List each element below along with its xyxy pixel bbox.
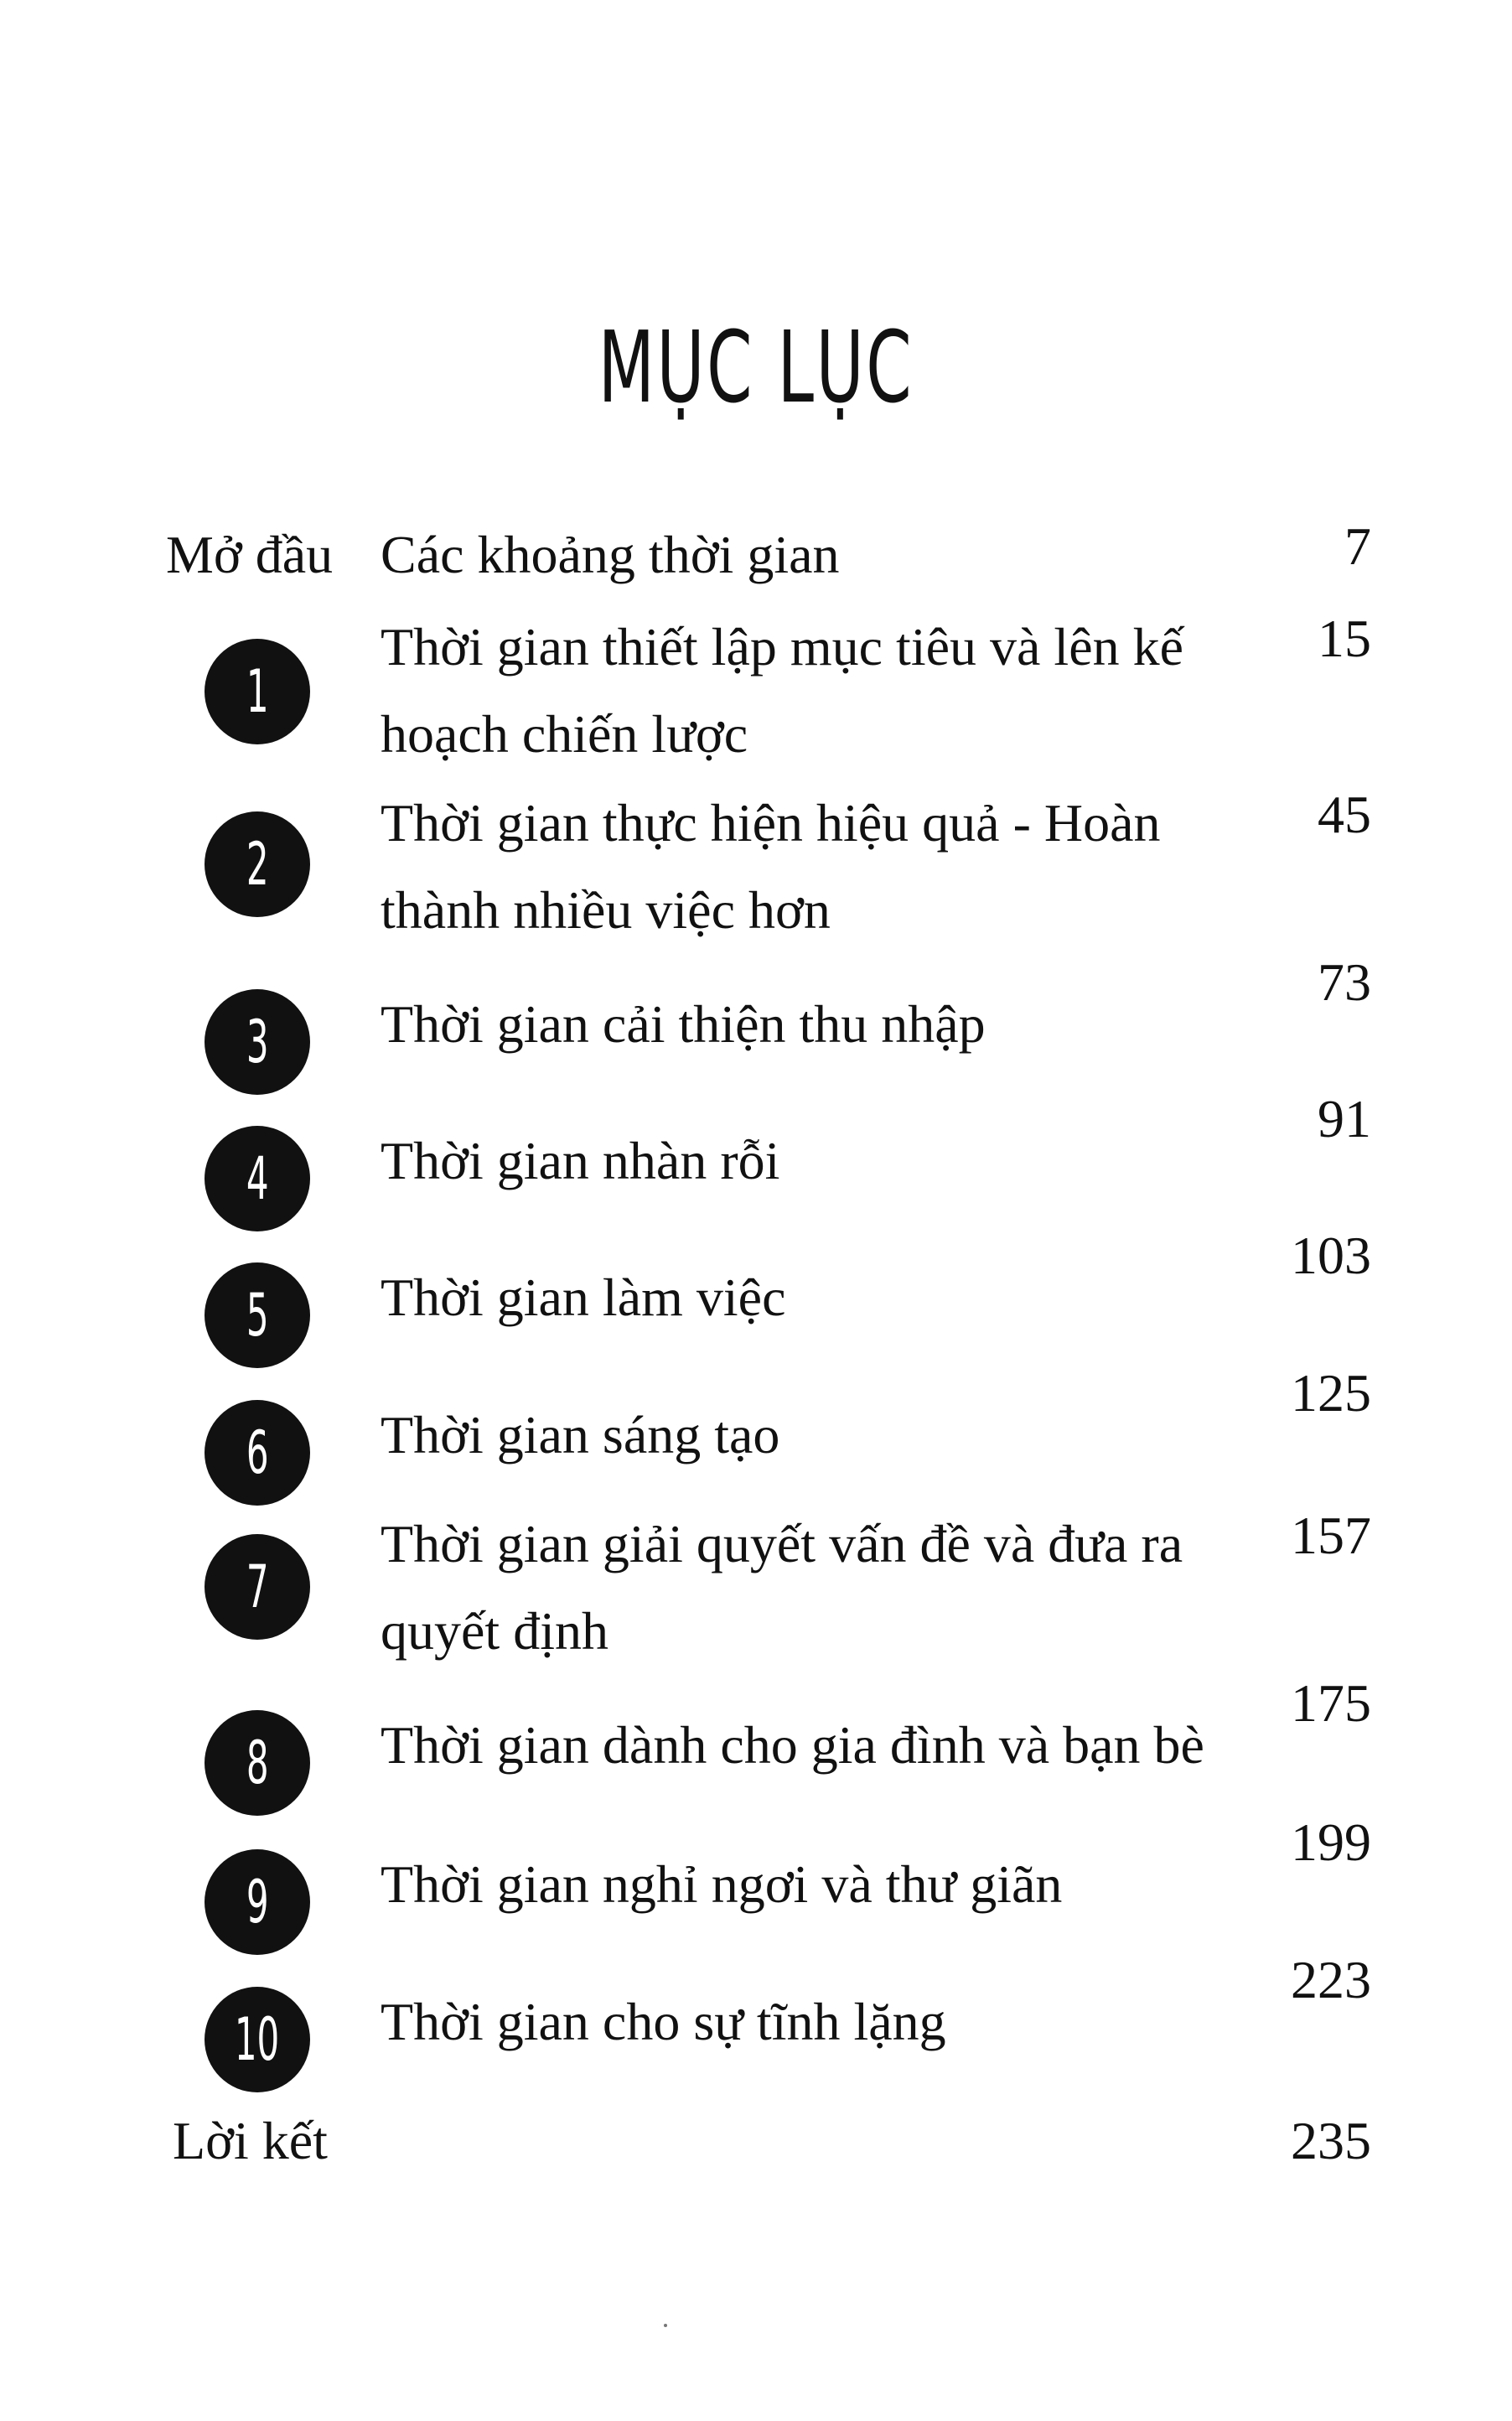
chapter-page-number: 45: [1318, 785, 1371, 844]
chapter-number-badge: 10: [205, 1987, 310, 2092]
print-speck: [664, 2324, 667, 2327]
chapter-title: Thời gian sáng tạo: [381, 1405, 780, 1465]
chapter-number-badge: 3: [205, 989, 310, 1095]
chapter-page-number: 157: [1291, 1506, 1371, 1565]
chapter-title: Thời gian dành cho gia đình và bạn bè: [381, 1715, 1204, 1775]
chapter-page-number: 15: [1318, 609, 1371, 668]
intro-title: Các khoảng thời gian: [381, 525, 840, 584]
intro-label: Mở đầu: [166, 525, 334, 584]
chapter-title: Thời gian thiết lập mục tiêu và lên kế hoạch chiến lược: [381, 617, 1183, 764]
chapter-number-badge: 7: [205, 1534, 310, 1640]
chapter-page-number: 223: [1291, 1950, 1371, 2009]
outro-page-number: 235: [1291, 2111, 1371, 2170]
outro-label: Lời kết: [173, 2111, 328, 2170]
chapter-page-number: 73: [1318, 952, 1371, 1012]
chapter-title: Thời gian làm việc: [381, 1268, 786, 1327]
chapter-title: Thời gian nhàn rỗi: [381, 1131, 780, 1190]
chapter-title: Thời gian cho sự tĩnh lặng: [381, 1992, 946, 2051]
chapter-page-number: 125: [1291, 1363, 1371, 1423]
page-title: MỤC LỤC: [598, 309, 914, 426]
chapter-title: Thời gian thực hiện hiệu quả - Hoàn thành nhiều việc hơn: [381, 793, 1161, 940]
chapter-number-badge: 1: [205, 639, 310, 744]
chapter-title: Thời gian giải quyết vấn đề và đưa ra quyết định: [381, 1514, 1183, 1661]
chapter-number-badge: 9: [205, 1849, 310, 1955]
chapter-number-badge: 8: [205, 1710, 310, 1816]
chapter-page-number: 91: [1318, 1089, 1371, 1148]
chapter-number-badge: 6: [205, 1400, 310, 1506]
chapter-number-badge: 4: [205, 1126, 310, 1231]
intro-page-number: 7: [1344, 516, 1371, 576]
chapter-page-number: 175: [1291, 1673, 1371, 1733]
chapter-title: Thời gian nghỉ ngơi và thư giãn: [381, 1854, 1063, 1914]
chapter-page-number: 103: [1291, 1226, 1371, 1285]
chapter-number-badge: 2: [205, 811, 310, 917]
chapter-title: Thời gian cải thiện thu nhập: [381, 994, 986, 1054]
chapter-number-badge: 5: [205, 1262, 310, 1368]
chapter-page-number: 199: [1291, 1812, 1371, 1872]
